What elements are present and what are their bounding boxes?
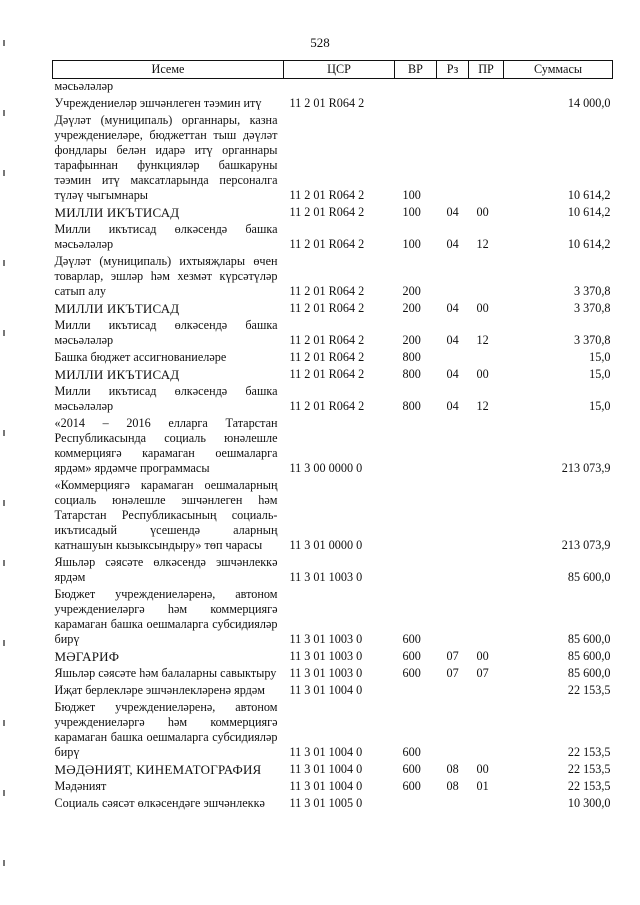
cell-vr xyxy=(395,416,437,478)
cell-vr: 600 xyxy=(402,632,421,646)
cell-vr xyxy=(395,96,437,113)
cell-name: Бюджет учреждениеләренә, автоном учреждениеләргә һәм коммерциягә карамаган башка оешмаларга субсидияләр бирү xyxy=(54,700,278,759)
table-row xyxy=(53,222,613,254)
cell-pr xyxy=(469,416,504,478)
cell-csr: 11 2 01 R064 2 xyxy=(289,205,365,219)
cell-rz xyxy=(437,79,469,97)
cell-sum: 213 073,9 xyxy=(561,538,611,552)
cell-csr: 11 3 01 1003 0 xyxy=(289,666,363,680)
cell-vr xyxy=(395,555,437,587)
cell-sum: 3 370,8 xyxy=(573,301,611,315)
cell-name: Милли икътисад өлкәсендә башка мәсьәләләр xyxy=(54,384,278,413)
cell-csr: 11 2 01 R064 2 xyxy=(289,399,365,413)
cell-name: Бюджет учреждениеләренә, автоном учреждениеләргә һәм коммерциягә карамаган башка оешмаларга субсидияләр бирү xyxy=(54,587,278,646)
table-row xyxy=(53,700,613,762)
cell-name: Дәүләт (муниципаль) ихтыяҗлары өчен товарлар, эшләр һәм хезмәт күрсәтүләр сатып алу xyxy=(54,254,278,298)
cell-sum: 3 370,8 xyxy=(573,284,611,298)
cell-vr: 800 xyxy=(402,367,421,381)
cell-csr: 11 2 01 R064 2 xyxy=(289,188,365,202)
cell-rz: 04 xyxy=(446,205,459,219)
cell-name: МИЛЛИ ИКЪТИСАД xyxy=(54,367,180,382)
cell-pr: 07 xyxy=(476,666,489,680)
cell-pr: 00 xyxy=(476,301,489,315)
cell-vr xyxy=(395,79,437,97)
table-row xyxy=(53,79,613,97)
cell-sum: 15,0 xyxy=(589,350,611,364)
cell-name: Башка бюджет ассигнованиеләре xyxy=(54,350,227,364)
table-row xyxy=(53,367,613,384)
table-row xyxy=(53,96,613,113)
cell-name: Мәдәният xyxy=(54,779,107,793)
cell-pr xyxy=(469,350,504,367)
cell-name: Дәүләт (муниципаль) органнары, казна учреждениеләре, бюджеттан тыш дәүләт фондлары белән идарә итү органнары тарафыннан функцияләр башкаруны тәэмин итү максатларында персоналга түләү чыгымнары xyxy=(54,113,278,202)
cell-name: МИЛЛИ ИКЪТИСАД xyxy=(54,301,180,316)
cell-pr xyxy=(469,683,504,700)
cell-sum: 22 153,5 xyxy=(567,779,611,793)
cell-rz xyxy=(437,113,469,205)
cell-vr: 600 xyxy=(402,649,421,663)
cell-sum: 15,0 xyxy=(589,367,611,381)
header-csr: ЦСР xyxy=(284,61,395,79)
cell-csr: 11 3 01 1004 0 xyxy=(289,779,363,793)
table-row xyxy=(53,350,613,367)
cell-name: Социаль сәясәт өлкәсендәге эшчәнлеккә xyxy=(54,796,265,810)
cell-name: Яшьләр сәясәте һәм балаларны савыктыру xyxy=(54,666,277,680)
cell-vr xyxy=(395,478,437,555)
cell-rz: 04 xyxy=(446,237,459,251)
cell-csr: 11 3 01 1003 0 xyxy=(289,632,363,646)
cell-name: МИЛЛИ ИКЪТИСАД xyxy=(54,205,180,220)
table-row xyxy=(53,254,613,301)
cell-vr xyxy=(395,683,437,700)
table-row xyxy=(53,762,613,779)
cell-pr: 12 xyxy=(476,237,489,251)
table-row xyxy=(53,796,613,813)
cell-name: МӘГАРИФ xyxy=(54,649,120,664)
cell-csr: 11 2 01 R064 2 xyxy=(289,284,365,298)
cell-vr xyxy=(395,796,437,813)
table-body xyxy=(53,79,613,814)
table-row xyxy=(53,587,613,649)
cell-pr: 00 xyxy=(476,205,489,219)
cell-pr: 12 xyxy=(476,399,489,413)
cell-rz: 04 xyxy=(446,301,459,315)
table-row xyxy=(53,416,613,478)
cell-pr xyxy=(469,113,504,205)
cell-pr xyxy=(469,587,504,649)
cell-csr: 11 2 01 R064 2 xyxy=(289,350,365,364)
cell-sum: 14 000,0 xyxy=(567,96,611,110)
binding-margin-marks xyxy=(3,0,7,905)
cell-sum: 10 300,0 xyxy=(567,796,611,810)
cell-vr: 200 xyxy=(402,284,421,298)
cell-sum: 15,0 xyxy=(589,399,611,413)
table-row xyxy=(53,384,613,416)
table-row xyxy=(53,318,613,350)
cell-rz xyxy=(437,587,469,649)
cell-name: «Коммерциягә карамаган оешмаларның социаль юнәлешле эшчәнлеген һәм Татарстан Республикасының социаль-икътисадый үсешендә аларның катнашуын кызыксындыру» төп чарасы xyxy=(54,478,278,552)
cell-sum: 3 370,8 xyxy=(573,333,611,347)
cell-name: Милли икътисад өлкәсендә башка мәсьәләләр xyxy=(54,222,278,251)
cell-vr: 600 xyxy=(402,779,421,793)
cell-csr: 11 2 01 R064 2 xyxy=(289,96,365,110)
cell-csr: 11 3 01 1003 0 xyxy=(289,649,363,663)
cell-sum: 10 614,2 xyxy=(567,188,611,202)
cell-rz xyxy=(437,796,469,813)
cell-csr: 11 3 01 0000 0 xyxy=(289,538,363,552)
cell-rz xyxy=(437,254,469,301)
cell-sum: 85 600,0 xyxy=(567,570,611,584)
cell-rz xyxy=(437,555,469,587)
cell-csr: 11 3 01 1004 0 xyxy=(289,762,363,776)
cell-csr: 11 3 00 0000 0 xyxy=(289,461,363,475)
cell-csr: 11 3 01 1003 0 xyxy=(289,570,363,584)
cell-sum: 85 600,0 xyxy=(567,666,611,680)
cell-name: Учреждениеләр эшчәнлеген тәэмин итү xyxy=(54,96,262,110)
cell-sum: 10 614,2 xyxy=(567,237,611,251)
cell-pr xyxy=(469,700,504,762)
cell-vr: 100 xyxy=(402,188,421,202)
table-row xyxy=(53,649,613,666)
cell-name: «2014 – 2016 елларга Татарстан Республикасында социаль юнәлешле коммерциягә карамаган оешмаларга ярдәм» ярдәмче программасы xyxy=(54,416,278,475)
cell-pr xyxy=(469,796,504,813)
cell-sum xyxy=(504,79,613,97)
cell-vr: 800 xyxy=(402,399,421,413)
table-row xyxy=(53,683,613,700)
cell-sum: 213 073,9 xyxy=(561,461,611,475)
cell-name: мәсьәләләр xyxy=(54,79,114,93)
cell-vr: 200 xyxy=(402,333,421,347)
cell-vr: 600 xyxy=(402,745,421,759)
cell-vr: 800 xyxy=(402,350,421,364)
cell-vr: 600 xyxy=(402,762,421,776)
cell-vr: 100 xyxy=(402,237,421,251)
cell-csr: 11 2 01 R064 2 xyxy=(289,301,365,315)
cell-sum: 85 600,0 xyxy=(567,632,611,646)
table-row xyxy=(53,301,613,318)
table-row xyxy=(53,205,613,222)
cell-name: Милли икътисад өлкәсендә башка мәсьәләләр xyxy=(54,318,278,347)
cell-rz: 04 xyxy=(446,367,459,381)
cell-name: МӘДӘНИЯТ, КИНЕМАТОГРАФИЯ xyxy=(54,762,262,777)
cell-rz xyxy=(437,416,469,478)
page-number: 528 xyxy=(310,35,330,50)
cell-rz xyxy=(437,683,469,700)
cell-pr: 00 xyxy=(476,367,489,381)
cell-pr xyxy=(469,254,504,301)
cell-rz: 04 xyxy=(446,333,459,347)
cell-pr: 00 xyxy=(476,762,489,776)
cell-sum: 10 614,2 xyxy=(567,205,611,219)
cell-sum: 22 153,5 xyxy=(567,745,611,759)
cell-rz: 08 xyxy=(446,779,459,793)
cell-vr: 600 xyxy=(402,666,421,680)
header-name: Исеме xyxy=(53,61,284,79)
cell-pr xyxy=(469,478,504,555)
cell-name: Иҗат берлекләре эшчәнлекләренә ярдәм xyxy=(54,683,265,697)
cell-rz: 04 xyxy=(446,399,459,413)
cell-vr: 200 xyxy=(402,301,421,315)
cell-rz xyxy=(437,700,469,762)
cell-csr: 11 2 01 R064 2 xyxy=(289,367,365,381)
cell-rz: 08 xyxy=(446,762,459,776)
cell-pr: 01 xyxy=(476,779,489,793)
table-row xyxy=(53,478,613,555)
cell-csr: 11 3 01 1004 0 xyxy=(289,745,363,759)
cell-csr: 11 3 01 1005 0 xyxy=(289,796,363,810)
cell-csr: 11 2 01 R064 2 xyxy=(289,237,365,251)
table-row xyxy=(53,666,613,683)
cell-rz xyxy=(437,478,469,555)
cell-pr xyxy=(469,79,504,97)
cell-name: Яшьләр сәясәте өлкәсендә эшчәнлеккә ярдәм xyxy=(54,555,278,584)
cell-pr: 12 xyxy=(476,333,489,347)
table-row xyxy=(53,113,613,205)
table-row xyxy=(53,555,613,587)
cell-rz xyxy=(437,350,469,367)
cell-vr: 100 xyxy=(402,205,421,219)
header-pr: ПР xyxy=(469,61,504,79)
table-header-row xyxy=(53,61,613,79)
cell-sum: 85 600,0 xyxy=(567,649,611,663)
cell-pr xyxy=(469,96,504,113)
cell-sum: 22 153,5 xyxy=(567,683,611,697)
cell-sum: 22 153,5 xyxy=(567,762,611,776)
cell-pr: 00 xyxy=(476,649,489,663)
cell-pr xyxy=(469,555,504,587)
header-vr: ВР xyxy=(395,61,437,79)
cell-csr: 11 3 01 1004 0 xyxy=(289,683,363,697)
header-sum: Суммасы xyxy=(504,61,613,79)
cell-rz xyxy=(437,96,469,113)
header-rz: Рз xyxy=(437,61,469,79)
cell-rz: 07 xyxy=(446,666,459,680)
budget-table xyxy=(52,60,613,813)
cell-rz: 07 xyxy=(446,649,459,663)
table-row xyxy=(53,779,613,796)
cell-csr: 11 2 01 R064 2 xyxy=(289,333,365,347)
cell-csr xyxy=(284,79,395,97)
